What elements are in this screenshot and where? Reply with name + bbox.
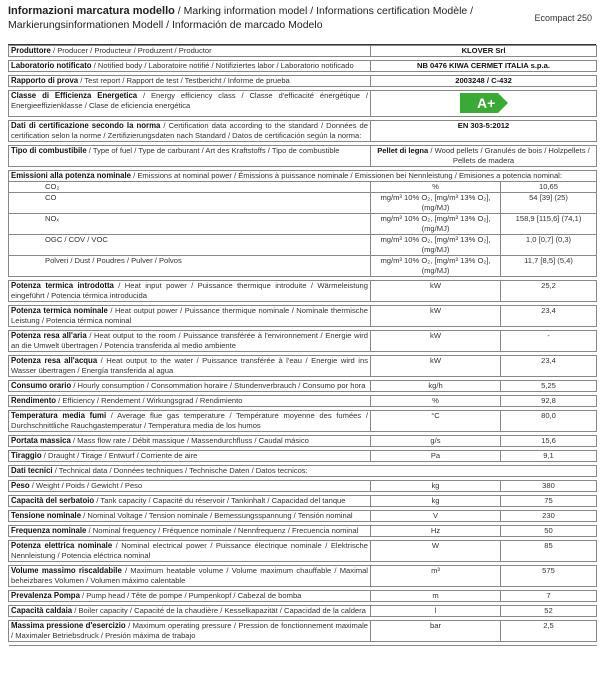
label-translations: / Mass flow rate / Débit massique / Massendurchfluss / Caudal másico [70, 436, 309, 445]
label-italian: Massima pressione d'esercizio [11, 621, 126, 630]
info-value: EN 303-5:2012 [371, 121, 597, 142]
emission-name: CO [9, 193, 371, 214]
emissions-header-row [9, 171, 597, 182]
emission-unit: % [371, 182, 501, 193]
row-label [9, 356, 371, 377]
parameter-value: 75 [501, 496, 597, 507]
parameter-unit: kW [371, 356, 501, 377]
row-label [9, 396, 371, 407]
row-label [9, 281, 371, 302]
emission-value: 10,65 [501, 182, 597, 193]
emission-row [9, 235, 597, 256]
label-translations: / Maximum heatable volume / Volume maximum chauffable / Maximal beheizbares Volumen / Volumen máximo calentable [11, 566, 368, 585]
info-row [9, 146, 597, 167]
row-label [9, 91, 371, 117]
row-label [9, 76, 371, 87]
label-translations: / Heat output to the water / Puissance transférée à l'eau / Energie wird ins Wasser übertragen / Energía transferida al agua [11, 356, 368, 375]
label-italian: Rapporto di prova [11, 76, 79, 85]
info-value [371, 146, 597, 167]
marking-information-sheet [8, 0, 596, 646]
emission-value: 158,9 [115,6] (74,1) [501, 214, 597, 235]
parameter-value: 23,4 [501, 356, 597, 377]
info-value: KLOVER Srl [371, 46, 597, 57]
label-italian: Frequenza nominale [11, 526, 87, 535]
emission-row [9, 256, 597, 277]
parameter-row [9, 606, 597, 617]
label-translations: / Pump head / Tête de pompe / Pumpenkopf / Cabezal de bomba [79, 591, 302, 600]
sheet-header [8, 0, 596, 45]
energy-arrow-icon [460, 93, 508, 113]
label-translations: / Maximum operating pressure / Pression de fonctionnement maximale / Maximaler Betriebsdruck / Presión máxima de trabajo [11, 621, 368, 640]
label-italian: Dati tecnici [11, 466, 53, 475]
parameter-row [9, 591, 597, 602]
row-label [9, 566, 371, 587]
label-italian: Classe di Efficienza Energetica [11, 91, 138, 100]
row-label [9, 606, 371, 617]
parameter-row [9, 496, 597, 507]
sheet-title-italian: Informazioni marcatura modello [8, 5, 175, 17]
parameter-unit: V [371, 511, 501, 522]
parameter-unit: kW [371, 331, 501, 352]
row-spacer [9, 642, 597, 646]
parameter-row [9, 566, 597, 587]
label-translations: / Hourly consumption / Consommation horaire / Stundenverbrauch / Consumo por hora [71, 381, 366, 390]
row-label [9, 146, 371, 167]
parameter-value: 230 [501, 511, 597, 522]
row-label [9, 591, 371, 602]
parameter-unit: kW [371, 306, 501, 327]
emission-name: Polveri / Dust / Poudres / Pulver / Polvos [9, 256, 371, 277]
emission-value: 54 [39] (25) [501, 193, 597, 214]
parameter-row [9, 451, 597, 462]
parameter-row [9, 381, 597, 392]
parameter-row [9, 481, 597, 492]
info-value [371, 91, 597, 117]
label-translations: / Energy efficiency class / Classe d'efficacité énergétique / Energieeffizienklasse / Clase de eficiencia energética [11, 91, 368, 110]
label-italian: Portata massica [11, 436, 71, 445]
emissions-label-translations: / Emissions at nominal power / Émissions à puissance nominale / Emissionen bei Nennleistung / Emisiones a potencia nominal: [131, 171, 562, 180]
emission-name: CO₂ [9, 182, 371, 193]
parameter-unit: kg [371, 496, 501, 507]
emission-unit: mg/m³ 10% O₂, [mg/m³ 13% O₂], (mg/MJ) [371, 235, 501, 256]
emission-row [9, 214, 597, 235]
emission-name: OGC / COV / VOC [9, 235, 371, 256]
label-italian: Peso [11, 481, 30, 490]
label-translations: / Efficiency / Rendement / Wirkungsgrad / Rendimiento [56, 396, 243, 405]
sheet-title [8, 4, 478, 32]
row-label [9, 621, 371, 642]
parameter-value: 50 [501, 526, 597, 537]
parameter-row [9, 306, 597, 327]
emission-row [9, 182, 597, 193]
row-label [9, 61, 371, 72]
parameter-row [9, 466, 597, 477]
label-translations: / Nominal electrical power / Puissance électrique nominale / Elektrische Nennleistung / Potencia eléctrica nominal [11, 541, 368, 560]
row-label [9, 481, 371, 492]
fuel-type-italian: Pellet di legna [377, 146, 429, 155]
label-italian: Rendimento [11, 396, 57, 405]
emission-unit: mg/m³ 10% O₂, [mg/m³ 13% O₂], (mg/MJ) [371, 214, 501, 235]
parameter-value: 5,25 [501, 381, 597, 392]
label-italian: Potenza elettrica nominale [11, 541, 113, 550]
emission-unit: mg/m³ 10% O₂, [mg/m³ 13% O₂], (mg/MJ) [371, 193, 501, 214]
parameter-unit: °C [371, 411, 501, 432]
row-label [9, 411, 371, 432]
label-italian: Volume massimo riscaldabile [11, 566, 122, 575]
row-label [9, 46, 371, 57]
sheet-title-translations: / Marking information model / Informations certification Modèle / Markierungsinformationen Modell / Información de marcado Modelo [8, 5, 474, 31]
parameter-row [9, 396, 597, 407]
parameter-unit: W [371, 541, 501, 562]
label-translations: / Producer / Producteur / Produzent / Productor [50, 46, 212, 55]
label-translations: / Boiler capacity / Capacité de la chaudière / Kesselkapazität / Capacidad de la caldera [72, 606, 366, 615]
parameter-row [9, 511, 597, 522]
label-italian: Capacità caldaia [11, 606, 73, 615]
info-row [9, 91, 597, 117]
parameter-unit: kg/h [371, 381, 501, 392]
label-italian: Potenza termica introdotta [11, 281, 114, 290]
parameter-row [9, 621, 597, 642]
label-translations: / Type of fuel / Type de carburant / Art des Kraftstoffs / Tipo de combustible [86, 146, 340, 155]
label-translations: / Certification data according to the standard / Données de certification selon la norme / Zertifizierungsdaten nach Standard / Datos de certificación según la norma: [11, 121, 368, 140]
label-translations: / Heat input power / Puissance thermique introduite / Wärmeleistung eingeführt / Potencia térmica introducida [11, 281, 368, 300]
parameter-unit: bar [371, 621, 501, 642]
emission-unit: mg/m³ 10% O₂, [mg/m³ 13% O₂], (mg/MJ) [371, 256, 501, 277]
label-italian: Dati di certificazione secondo la norma [11, 121, 161, 130]
info-value: NB 0476 KIWA CERMET ITALIA s.p.a. [371, 61, 597, 72]
emission-value: 1,0 [0,7] (0,3) [501, 235, 597, 256]
parameter-value: 92,8 [501, 396, 597, 407]
label-translations: / Test report / Rapport de test / Testbericht / Informe de prueba [78, 76, 290, 85]
parameter-unit: kg [371, 481, 501, 492]
parameter-row [9, 411, 597, 432]
label-italian: Laboratorio notificato [11, 61, 92, 70]
parameter-unit: Hz [371, 526, 501, 537]
energy-class-badge [460, 93, 508, 113]
label-italian: Tiraggio [11, 451, 42, 460]
row-label [9, 466, 597, 477]
parameter-value: 2,5 [501, 621, 597, 642]
parameter-value: - [501, 331, 597, 352]
model-name: Ecompact 250 [534, 13, 592, 23]
parameter-unit: Pa [371, 451, 501, 462]
parameter-value: 23,4 [501, 306, 597, 327]
parameter-unit: m³ [371, 566, 501, 587]
parameter-value: 7 [501, 591, 597, 602]
info-row [9, 61, 597, 72]
label-italian: Potenza resa all'acqua [11, 356, 98, 365]
emission-row [9, 193, 597, 214]
parameter-value: 15,6 [501, 436, 597, 447]
parameter-value: 25,2 [501, 281, 597, 302]
label-italian: Prevalenza Pompa [11, 591, 80, 600]
label-translations: / Notified body / Laboratoire notifié / Notifiziertes labor / Laboratorio notificado [91, 61, 354, 70]
marking-table [8, 45, 597, 646]
label-translations: / Average flue gas temperature / Température moyenne des fumées / Durchschnittliche Rauchgastemperatur / Temperatura media de los humos [11, 411, 368, 430]
parameter-row [9, 541, 597, 562]
info-row [9, 46, 597, 57]
label-translations: / Nominal frequency / Fréquence nominale / Nennfrequenz / Frecuencia nominal [86, 526, 359, 535]
parameter-row [9, 331, 597, 352]
parameter-unit: kW [371, 281, 501, 302]
label-translations: / Tank capacity / Capacité du réservoir / Tankinhalt / Capacidad del tanque [94, 496, 346, 505]
parameter-unit: % [371, 396, 501, 407]
info-row [9, 76, 597, 87]
label-italian: Produttore [11, 46, 51, 55]
label-translations: / Technical data / Données techniques / Technische Daten / Datos tecnicos: [52, 466, 308, 475]
parameter-value: 575 [501, 566, 597, 587]
parameter-row [9, 356, 597, 377]
parameter-unit: l [371, 606, 501, 617]
emissions-label [9, 171, 597, 182]
label-translations: / Nominal Voltage / Tension nominale / Bemessungsspannung / Tensión nominal [81, 511, 353, 520]
label-italian: Potenza resa all'aria [11, 331, 87, 340]
emissions-label-italian: Emissioni alla potenza nominale [11, 171, 132, 180]
emission-value: 11,7 [8,5] (5,4) [501, 256, 597, 277]
fuel-type-translations: / Wood pellets / Granulés de bois / Holzpellets / Pellets de madera [428, 146, 590, 165]
row-label [9, 541, 371, 562]
parameter-value: 9,1 [501, 451, 597, 462]
row-label [9, 381, 371, 392]
parameter-row [9, 526, 597, 537]
label-translations: / Heat output to the room / Puissance transférée à l'environnement / Energie wird an die Umwelt übertragen / Potencia transferida al medio ambiente [11, 331, 368, 350]
row-label [9, 436, 371, 447]
parameter-unit: m [371, 591, 501, 602]
label-translations: / Heat output power / Puissance thermique nominale / Nominale thermische Leistung / Potencia térmica nominal [11, 306, 368, 325]
row-label [9, 331, 371, 352]
spacer-cell [9, 642, 597, 646]
parameter-value: 85 [501, 541, 597, 562]
row-label [9, 526, 371, 537]
row-label [9, 121, 371, 142]
label-italian: Consumo orario [11, 381, 72, 390]
energy-class-text: A+ [476, 95, 495, 111]
info-row [9, 121, 597, 142]
emission-name: NOₓ [9, 214, 371, 235]
row-label [9, 306, 371, 327]
label-italian: Tipo di combustibile [11, 146, 87, 155]
parameter-value: 80,0 [501, 411, 597, 432]
label-translations: / Weight / Poids / Gewicht / Peso [29, 481, 143, 490]
parameter-row [9, 281, 597, 302]
parameter-unit: g/s [371, 436, 501, 447]
row-label [9, 496, 371, 507]
info-value: 2003248 / C-432 [371, 76, 597, 87]
label-translations: / Draught / Tirage / Entwurf / Corriente de aire [41, 451, 198, 460]
label-italian: Tensione nominale [11, 511, 82, 520]
parameter-value: 380 [501, 481, 597, 492]
row-label [9, 511, 371, 522]
label-italian: Potenza termica nominale [11, 306, 108, 315]
row-label [9, 451, 371, 462]
label-italian: Capacità del serbatoio [11, 496, 95, 505]
parameter-value: 52 [501, 606, 597, 617]
label-italian: Temperatura media fumi [11, 411, 107, 420]
parameter-row [9, 436, 597, 447]
